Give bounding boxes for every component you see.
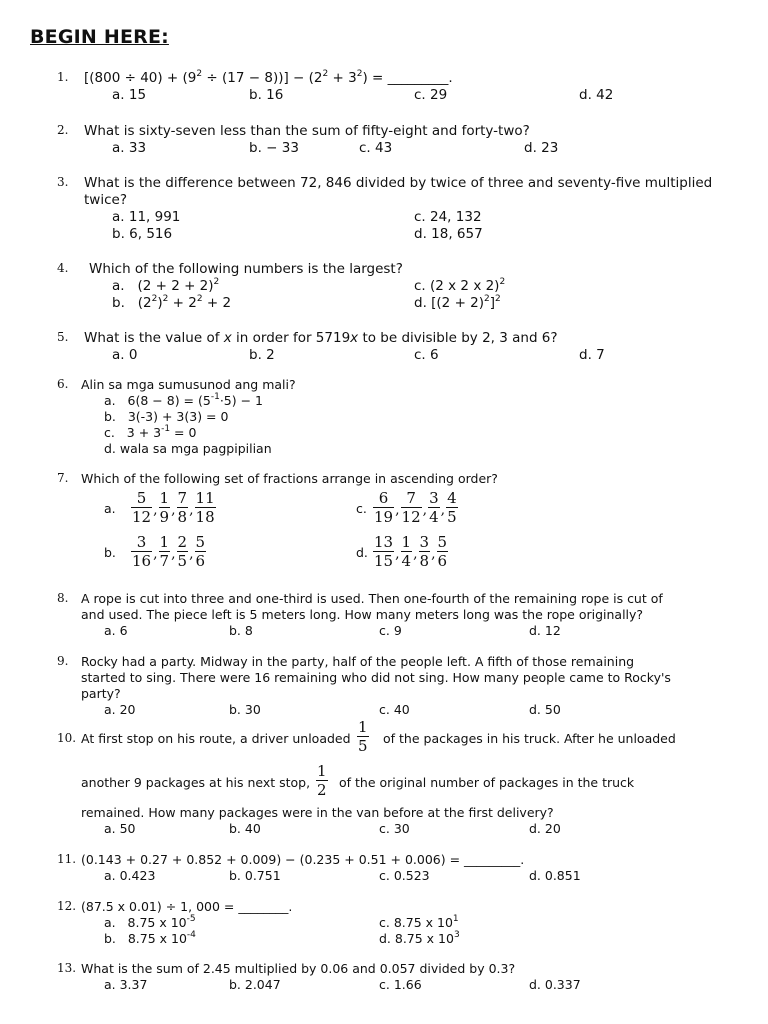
option-b[interactable]: b. − 33 [249, 140, 299, 156]
question-stem: At first stop on his route, a driver unloaded [81, 731, 351, 746]
question-stem: Rocky had a party. Midway in the party, half of the people left. A fifth of those remaining [81, 654, 635, 669]
option-c[interactable]: c. 6 [414, 347, 439, 363]
options-row [57, 393, 747, 409]
option-b[interactable]: b. 8 [229, 623, 253, 638]
question-stem: What is the sum of 2.45 multiplied by 0.06 and 0.057 divided by 0.3? [81, 961, 516, 976]
option-a[interactable]: a. 0 [112, 347, 138, 363]
question-10 [57, 720, 747, 840]
option-d[interactable]: d. 0.851 [529, 868, 581, 883]
option-c[interactable]: c. (2 x 2 x 2)$^2$ [414, 277, 506, 294]
options-row [57, 821, 747, 837]
options-row [57, 209, 747, 226]
options-row [57, 295, 747, 312]
option-c[interactable]: c. 8.75 x $10^1$ [379, 914, 459, 930]
option-d[interactable]: d. 18, 657 [414, 226, 483, 242]
options-row [57, 489, 747, 531]
options-row [57, 533, 747, 575]
options-row [57, 915, 747, 931]
options-row [57, 409, 747, 425]
option-a[interactable]: a. 0.423 [104, 868, 156, 883]
option-c[interactable]: c. 9 [379, 623, 402, 638]
question-12 [57, 899, 747, 947]
option-b-label[interactable]: b. [104, 545, 116, 560]
options-row [57, 702, 747, 718]
options-row [57, 931, 747, 947]
question-stem-continued: started to sing. There were 16 remaining who did not sing. How many people came to Rocky's [81, 670, 671, 685]
question-number: 10. [57, 731, 77, 745]
question-6 [57, 377, 747, 457]
option-a-fractions[interactable]: $\frac{5}{12}$ , $\frac{1}{9}$ , $\frac{7}{8}$ , $\frac{11}{18}$ [132, 489, 215, 526]
question-stem-continued: of the packages in his truck. After he unloaded [383, 731, 676, 746]
option-c[interactable]: c. 1.66 [379, 977, 422, 992]
option-d[interactable]: d. 0.337 [529, 977, 581, 992]
option-d[interactable]: d. 8.75 x $10^3$ [379, 930, 460, 946]
option-b-fractions[interactable]: $\frac{3}{16}$ , $\frac{1}{7}$ , $\frac{2}{5}$ , $\frac{5}{6}$ [132, 533, 206, 570]
question-number: 4. [57, 261, 69, 275]
options-row [57, 347, 747, 364]
option-a[interactable]: a. 3.37 [104, 977, 148, 992]
question-number: 1. [57, 70, 69, 84]
options-row [57, 977, 747, 993]
options-row [57, 425, 747, 441]
fraction-one-fifth: $\frac{1}{5}$ [358, 718, 368, 755]
question-number: 8. [57, 591, 69, 605]
question-stem: Which of the following set of fractions arrange in ascending order? [81, 471, 498, 486]
option-a[interactable]: a. 15 [112, 87, 147, 103]
option-b[interactable]: b. 16 [249, 87, 284, 103]
option-d[interactable]: d. 50 [529, 702, 561, 717]
question-stem-continued: another 9 packages at his next stop, [81, 775, 311, 790]
option-b[interactable]: b. 2 [249, 347, 275, 363]
options-row [57, 278, 747, 295]
option-b[interactable]: b. 2.047 [229, 977, 281, 992]
question-11 [57, 852, 747, 884]
question-stem-continued: twice? [84, 192, 127, 208]
question-stem: A rope is cut into three and one-third is used. Then one-fourth of the remaining rope is cut of [81, 591, 663, 606]
question-stem: Which of the following numbers is the largest? [89, 261, 403, 277]
option-b[interactable]: b. 0.751 [229, 868, 281, 883]
question-number: 13. [57, 961, 77, 975]
question-stem: What is the value of x in order for 5719x to be divisible by 2, 3 and 6? [84, 330, 558, 346]
question-3 [57, 175, 747, 243]
question-2 [57, 123, 747, 157]
question-number: 5. [57, 330, 69, 344]
option-a[interactable]: a. 20 [104, 702, 136, 717]
option-c-fractions[interactable]: $\frac{6}{19}$ , $\frac{7}{12}$ , $\frac{3}{4}$ , $\frac{4}{5}$ [374, 489, 457, 526]
option-c[interactable]: c. 24, 132 [414, 209, 482, 225]
option-d[interactable]: d. 12 [529, 623, 561, 638]
question-4 [57, 261, 747, 312]
option-d-fractions[interactable]: $\frac{13}{15}$ , $\frac{1}{4}$ , $\frac{3}{8}$ , $\frac{5}{6}$ [374, 533, 448, 570]
question-stem-continued: party? [81, 686, 121, 701]
options-row [57, 140, 747, 157]
option-b[interactable]: b. 3(-3) + 3(3) = 0 [104, 409, 229, 424]
option-a[interactable]: a. $(2 + 2 + 2)^2$ [112, 277, 220, 294]
option-a[interactable]: a. 11, 991 [112, 209, 181, 225]
option-c[interactable]: c. 43 [359, 140, 393, 156]
options-row [57, 441, 747, 457]
option-d[interactable]: d. 7 [579, 347, 605, 363]
option-a[interactable]: a. 50 [104, 821, 136, 836]
option-c[interactable]: c. 40 [379, 702, 410, 717]
question-stem: Alin sa mga sumusunod ang mali? [81, 377, 296, 392]
fraction-one-half: $\frac{1}{2}$ [317, 762, 327, 799]
options-row [57, 623, 747, 639]
question-number: 6. [57, 377, 69, 391]
option-c[interactable]: c. 29 [414, 87, 448, 103]
question-stem: What is sixty-seven less than the sum of fifty-eight and forty-two? [84, 123, 530, 139]
question-7 [57, 471, 747, 575]
options-row [57, 868, 747, 884]
question-number: 12. [57, 899, 77, 913]
question-stem-continued: remained. How many packages were in the van before at the first delivery? [81, 805, 554, 820]
question-13 [57, 961, 747, 993]
question-stem: $[(800 \div 40) + (9^2 \div (17 - 8))] - (2^2 + 3^2)$ = _________. [84, 69, 453, 86]
option-b[interactable]: b. 8.75 x $10^{-4}$ [104, 930, 196, 946]
option-a[interactable]: a. $6(8 - 8) = (5^{-1}\cdot 5) - 1$ [104, 392, 264, 408]
option-d[interactable]: d. 42 [579, 87, 614, 103]
option-d[interactable]: d. 23 [524, 140, 559, 156]
question-number: 7. [57, 471, 69, 485]
question-number: 2. [57, 123, 69, 137]
question-stem-continued: of the original number of packages in the truck [339, 775, 635, 790]
option-d[interactable]: d. wala sa mga pagpipilian [104, 441, 272, 456]
question-5 [57, 330, 747, 364]
option-a[interactable]: a. 6 [104, 623, 128, 638]
option-d[interactable]: d. $[(2 + 2)^2]^2$ [414, 294, 501, 311]
question-stem-continued: and used. The piece left is 5 meters long. How many meters long was the rope originally? [81, 607, 644, 622]
worksheet-heading: BEGIN HERE: [30, 26, 169, 48]
question-8 [57, 591, 747, 639]
option-c[interactable]: c. $3 + 3^{-1} = 0$ [104, 424, 197, 440]
option-d-label[interactable]: d. [356, 545, 368, 560]
options-row [57, 226, 747, 243]
question-number: 9. [57, 654, 69, 668]
question-stem: (87.5 x 0.01) ÷ 1, 000 = ________. [81, 899, 293, 914]
option-c-label[interactable]: c. [356, 501, 367, 516]
option-c[interactable]: c. 30 [379, 821, 410, 836]
option-a[interactable]: a. 8.75 x $10^{-5}$ [104, 914, 196, 930]
question-9 [57, 654, 747, 718]
option-d[interactable]: d. 20 [529, 821, 561, 836]
question-1 [57, 70, 747, 104]
option-a-label[interactable]: a. [104, 501, 116, 516]
question-number: 11. [57, 852, 77, 866]
option-a[interactable]: a. 33 [112, 140, 147, 156]
question-stem: What is the difference between 72, 846 divided by twice of three and seventy-five multiplied [84, 175, 713, 191]
options-row [57, 87, 747, 104]
option-b[interactable]: b. 30 [229, 702, 261, 717]
option-b[interactable]: b. 40 [229, 821, 261, 836]
question-number: 3. [57, 175, 69, 189]
option-b[interactable]: b. 6, 516 [112, 226, 173, 242]
option-c[interactable]: c. 0.523 [379, 868, 430, 883]
option-b[interactable]: b. $(2^2)^2 + 2^2 + 2$ [112, 294, 232, 311]
question-stem: (0.143 + 0.27 + 0.852 + 0.009) − (0.235 + 0.51 + 0.006) = _________. [81, 852, 525, 867]
